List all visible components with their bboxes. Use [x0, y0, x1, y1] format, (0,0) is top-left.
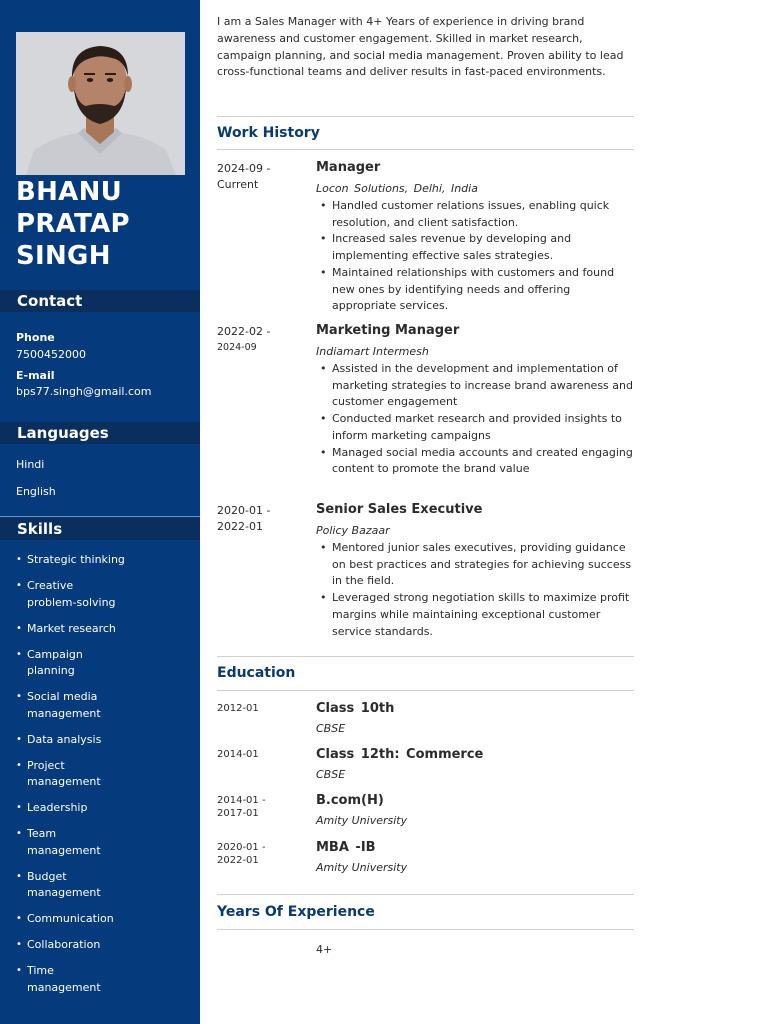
skill-item: • Time management	[16, 963, 116, 996]
education-dates	[217, 748, 307, 761]
skills-list	[16, 552, 198, 1006]
job-duties	[316, 361, 636, 478]
email-label: E-mail	[16, 369, 55, 382]
skill-item: • Market research	[16, 621, 198, 638]
job-duty: • Increased sales revenue by developing and implementing effective sales strategies.	[316, 231, 636, 264]
job-dates	[217, 503, 307, 535]
job-duties	[316, 198, 636, 315]
name-line: SINGH	[16, 241, 111, 271]
job-date-end: 2024-09	[217, 342, 257, 353]
education-title: MBA -IB	[316, 840, 376, 855]
name-line: BHANU	[16, 177, 123, 207]
candidate-name	[16, 176, 196, 272]
education-date-start: 2014-01 -	[217, 795, 266, 806]
section-divider	[217, 929, 634, 930]
education-date-end: 2017-01	[217, 808, 259, 819]
job-duty: • Conducted market research and provided insights to inform marketing campaigns	[316, 411, 636, 444]
job-duty: • Assisted in the development and implementation of marketing strategies to increase brand awareness and customer engagement	[316, 361, 636, 411]
skill-item: • Leadership	[16, 800, 198, 817]
skill-item: • Data analysis	[16, 732, 198, 749]
section-divider	[217, 149, 634, 150]
years-of-experience-heading: Years Of Experience	[217, 904, 375, 920]
education-heading: Education	[217, 665, 296, 681]
professional-summary: I am a Sales Manager with 4+ Years of experience in driving brand awareness and customer engagement. Skilled in market research, campaign planning, and social media management. Proven ability to lead cross-functional teams and deliver results in fast-paced environments.	[217, 15, 624, 79]
job-duty: • Maintained relationships with customers and found new ones by identifying needs and offering appropriate services.	[316, 265, 636, 315]
education-institution: Amity University	[316, 861, 408, 874]
name-line: PRATAP	[16, 209, 130, 239]
job-title: Senior Sales Executive	[316, 502, 483, 517]
job-date-start: 2020-01 -	[217, 504, 271, 517]
languages-heading-band	[0, 422, 200, 444]
education-dates	[217, 794, 307, 820]
job-duties	[316, 540, 636, 640]
job-employer: Indiamart Intermesh	[316, 345, 429, 358]
job-duty: • Mentored junior sales executives, providing guidance on best practices and strategies for achieving success in the field.	[316, 540, 636, 590]
education-institution: CBSE	[316, 768, 346, 781]
education-title: B.com(H)	[316, 793, 384, 808]
contact-heading: Contact	[17, 292, 83, 310]
job-title: Manager	[316, 160, 381, 175]
education-date-start: 2020-01 -	[217, 842, 266, 853]
job-employer: Locon Solutions, Delhi, India	[316, 182, 478, 195]
job-duty: • Handled customer relations issues, enabling quick resolution, and client satisfaction.	[316, 198, 636, 231]
sidebar	[0, 0, 200, 1024]
education-title: Class 10th	[316, 701, 395, 716]
skill-item: • Collaboration	[16, 937, 198, 954]
section-divider	[217, 656, 634, 657]
skill-item: • Communication	[16, 911, 198, 928]
job-date-end: 2022-01	[217, 520, 263, 533]
job-duty: • Leveraged strong negotiation skills to maximize profit margins while maintaining exceptional customer service standards.	[316, 590, 636, 640]
skill-item: • Project management	[16, 758, 116, 791]
language-item: Hindi	[16, 458, 45, 471]
skill-item: • Team management	[16, 826, 116, 859]
phone-value: 7500452000	[16, 348, 86, 361]
skill-item: • Creative problem-solving	[16, 578, 126, 611]
languages-heading: Languages	[17, 424, 109, 442]
job-title: Marketing Manager	[316, 323, 460, 338]
skills-heading-band	[0, 518, 200, 540]
skill-item: • Budget management	[16, 869, 116, 902]
education-dates	[217, 702, 307, 715]
phone-label: Phone	[16, 331, 55, 344]
education-dates	[217, 841, 307, 867]
section-divider	[217, 894, 634, 895]
education-institution: Amity University	[316, 814, 408, 827]
skill-item: • Campaign planning	[16, 647, 106, 680]
skill-item: • Social media management	[16, 689, 116, 722]
education-date-start: 2012-01	[217, 703, 259, 714]
work-history-heading: Work History	[217, 125, 320, 141]
language-item: English	[16, 485, 56, 498]
job-duty: • Managed social media accounts and created engaging content to promote the brand value	[316, 445, 636, 478]
skills-divider	[0, 516, 200, 517]
job-date-start: 2024-09 -	[217, 162, 271, 175]
contact-heading-band	[0, 290, 200, 312]
skills-heading: Skills	[17, 520, 63, 538]
profile-photo	[16, 32, 185, 175]
education-institution: CBSE	[316, 722, 346, 735]
job-date-end: Current	[217, 178, 259, 191]
years-of-experience-value: 4+	[316, 943, 333, 956]
job-date-start: 2022-02 -	[217, 325, 271, 338]
email-value: bps77.singh@gmail.com	[16, 385, 152, 398]
education-date-end: 2022-01	[217, 855, 259, 866]
skill-item: • Strategic thinking	[16, 552, 198, 569]
section-divider	[217, 690, 634, 691]
job-dates	[217, 324, 307, 356]
section-divider	[217, 116, 634, 117]
job-dates	[217, 161, 307, 193]
education-date-start: 2014-01	[217, 749, 259, 760]
job-employer: Policy Bazaar	[316, 524, 390, 537]
education-title: Class 12th: Commerce	[316, 747, 484, 762]
